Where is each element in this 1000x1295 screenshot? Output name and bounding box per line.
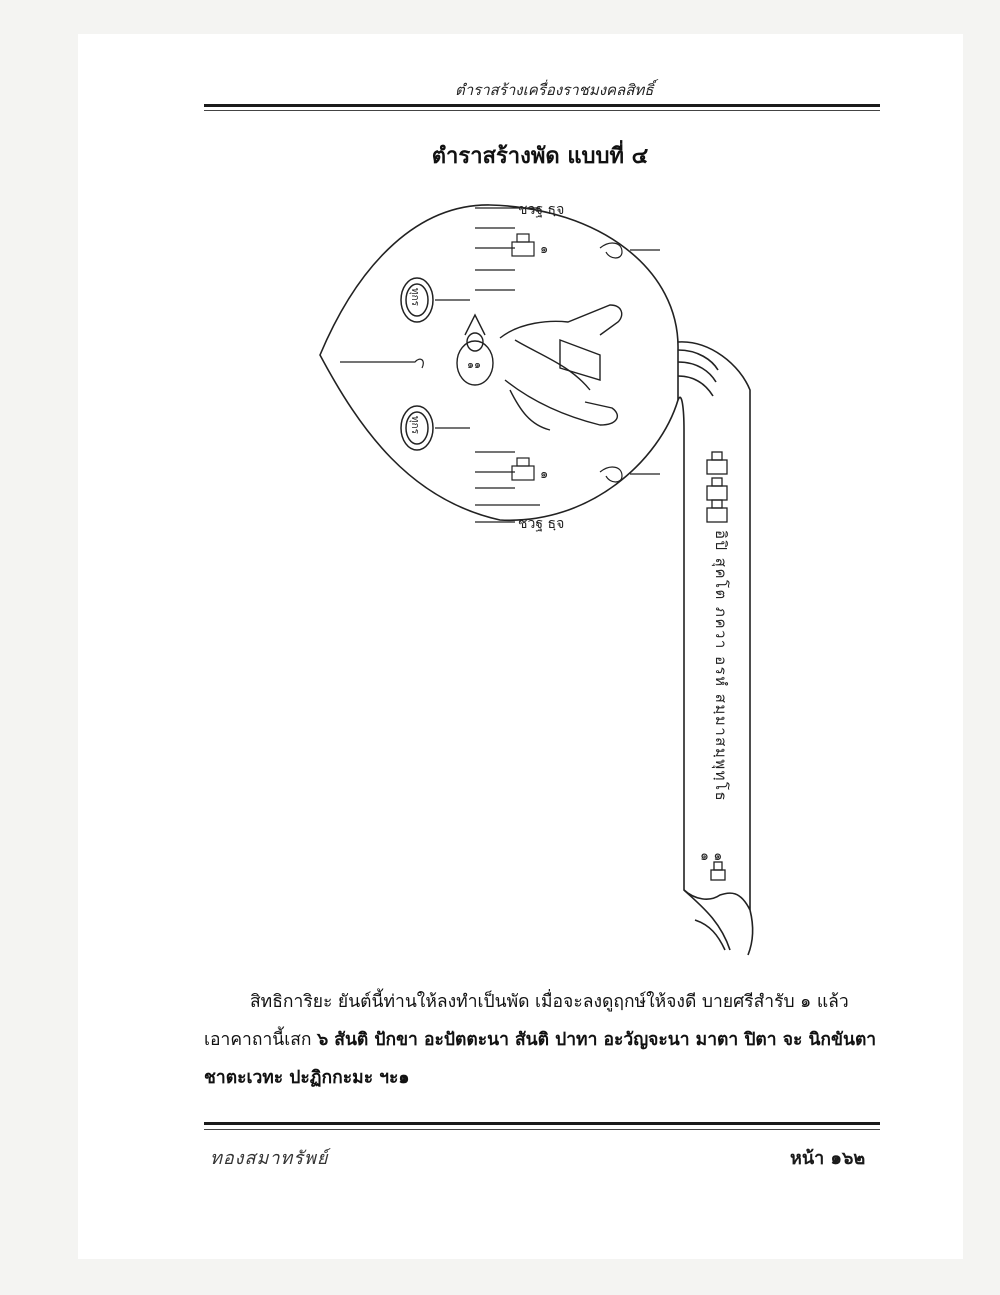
body-line-2-bold: ๖ สันติ ปักขา อะปัตตะนา สันติ ปาทา อะวัญจะนา มาตา ปิตา จะ นิกขันตา [317,1030,877,1050]
top-stacks [475,208,660,290]
header-rule-thin [204,110,880,111]
body-line-2-plain: เอาคาถานี้เสก [204,1030,312,1050]
body-line-3 [204,1059,884,1097]
body-line-1-text: สิทธิการิยะ ยันต์นี้ท่านให้ลงทำเป็นพัด เมื่อจะลงดูฤกษ์ให้จงดี บายศรีสำรับ ๑ แล้ว [250,992,849,1012]
left-circle-top-label: ทุกร [409,288,420,307]
page-number: หน้า ๑๖๒ [790,1148,866,1169]
buddha-figure [457,305,622,430]
footer-rule-thin [204,1129,880,1130]
right-seal-top: ๑ [540,242,549,257]
fan-diagram [300,190,780,960]
header-rule [204,104,880,107]
bottom-syllables: ชวฐ ธฺจ [518,516,565,532]
page-title: ตำราสร้างพัด แบบที่ ๔ [431,144,649,169]
footer-signature: ทองสมาทรัพย์ [210,1148,329,1169]
fan-outline [320,205,678,520]
bottom-stacks [475,452,660,522]
left-flourishes [340,300,470,428]
right-seal-bottom: ๑ [540,467,549,482]
handle-bottom-mark: ๑ ๑ [700,848,723,864]
top-syllables: ชวฐ ธฺจ [518,202,565,218]
handle-inscription: อิปิ สุคโต ภควา อรหํ สมฺมาสมฺพุทฺโธ [712,530,730,803]
running-title: ตำราสร้างเครื่องราชมงคลสิทธิ์ [455,81,654,99]
body-text [204,983,884,1097]
buddha-label: ๑๑ [467,358,481,371]
body-line-2 [204,1021,884,1059]
body-line-1 [204,983,884,1021]
left-circle-bottom-label: ทุกร [409,416,420,435]
footer-rule [204,1122,880,1125]
body-line-3-bold: ชาตะเวทะ ปะฏิกกะมะ ฯะ๑ [204,1068,410,1088]
